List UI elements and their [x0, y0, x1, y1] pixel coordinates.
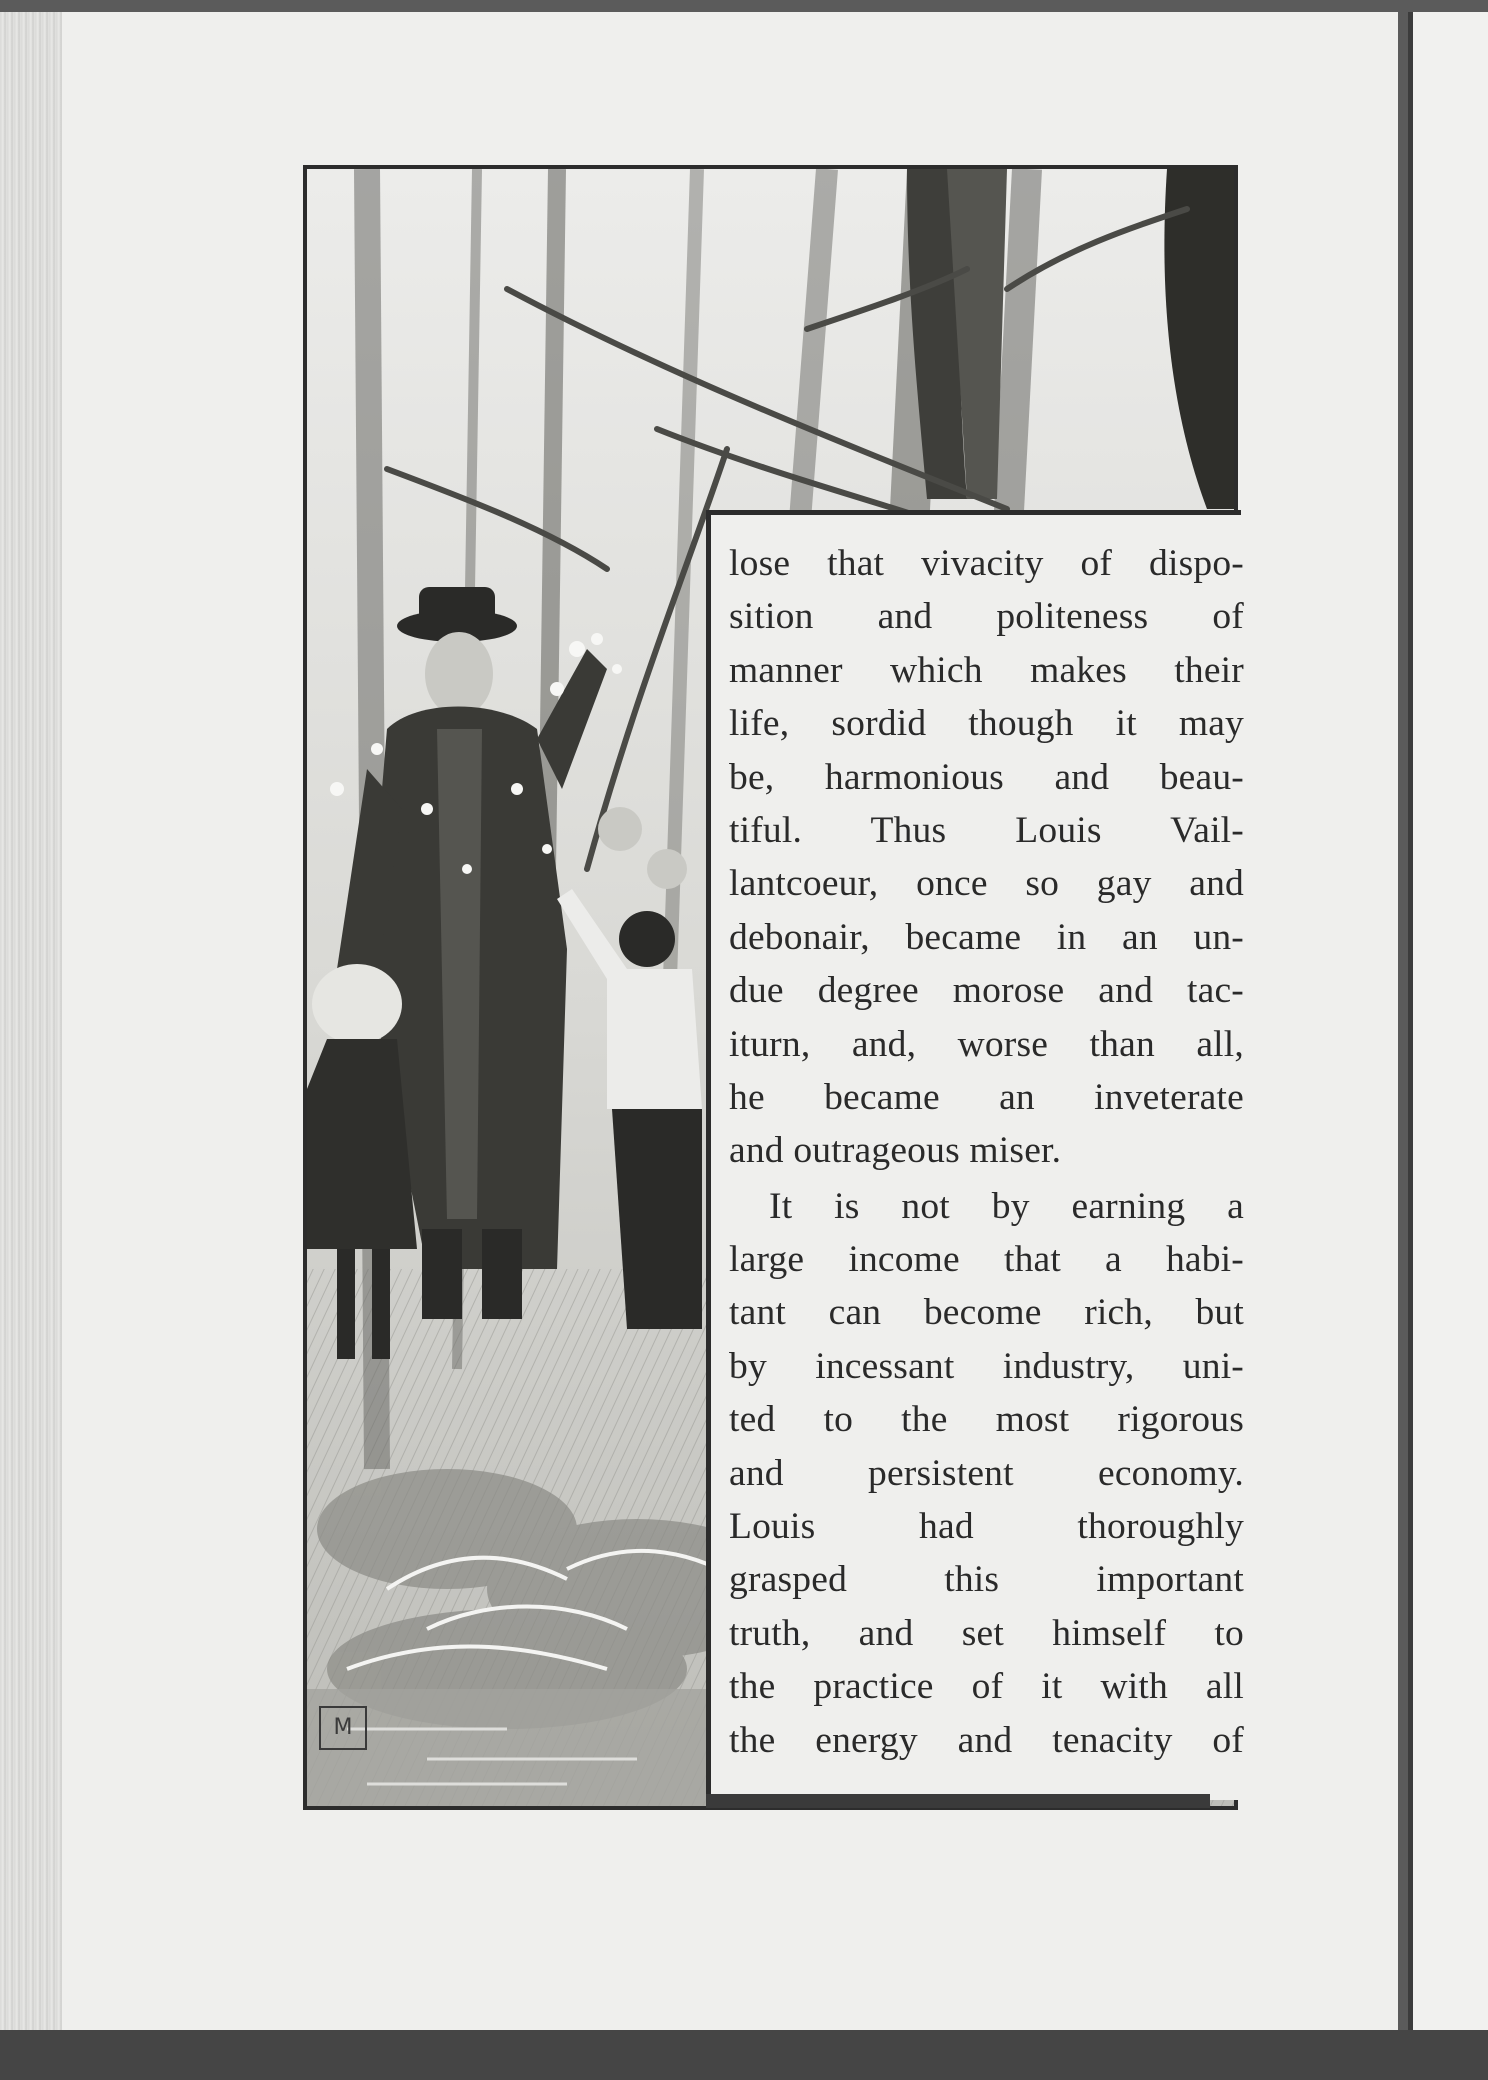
text-line: he became an inveterate — [729, 1076, 1244, 1118]
text-line: life, sordid though it may — [729, 703, 1244, 745]
text-line: be, harmonious and beau- — [729, 756, 1244, 798]
text-line: lose that vivacity of dispo- — [729, 543, 1244, 584]
text-line: large income that a habi- — [729, 1239, 1244, 1281]
text-line: It is not by earning a — [769, 1185, 1244, 1227]
text-line: tiful. Thus Louis Vail- — [729, 809, 1244, 851]
text-panel — [706, 510, 1244, 1800]
text-line: truth, and set himself to — [729, 1612, 1244, 1654]
text-line: debonair, became in an un- — [729, 916, 1244, 958]
text-line: by incessant industry, uni- — [729, 1345, 1244, 1387]
text-line: tant can become rich, but — [729, 1292, 1244, 1334]
body-text — [729, 537, 1244, 1767]
text-line: iturn, and, worse than all, — [729, 1023, 1244, 1065]
facing-page-edge — [1408, 12, 1488, 2042]
text-line: and outrageous miser. — [729, 1130, 1062, 1172]
text-line: sition and politeness of — [729, 596, 1244, 638]
scan-bottom-shadow — [0, 2030, 1488, 2080]
text-line: grasped this important — [729, 1559, 1244, 1601]
text-line: due degree morose and tac- — [729, 970, 1244, 1012]
text-line: Louis had thoroughly — [729, 1506, 1244, 1548]
text-line: the energy and tenacity of — [729, 1719, 1244, 1761]
text-line: ted to the most rigorous — [729, 1399, 1244, 1441]
illustration-bottom-rule — [706, 1794, 1210, 1808]
text-line: and persistent economy. — [729, 1452, 1244, 1494]
text-line: manner which makes their — [729, 649, 1244, 691]
illustrator-monogram: M — [319, 1706, 367, 1750]
text-line: lantcoeur, once so gay and — [729, 863, 1244, 905]
text-line: the practice of it with all — [729, 1666, 1244, 1708]
